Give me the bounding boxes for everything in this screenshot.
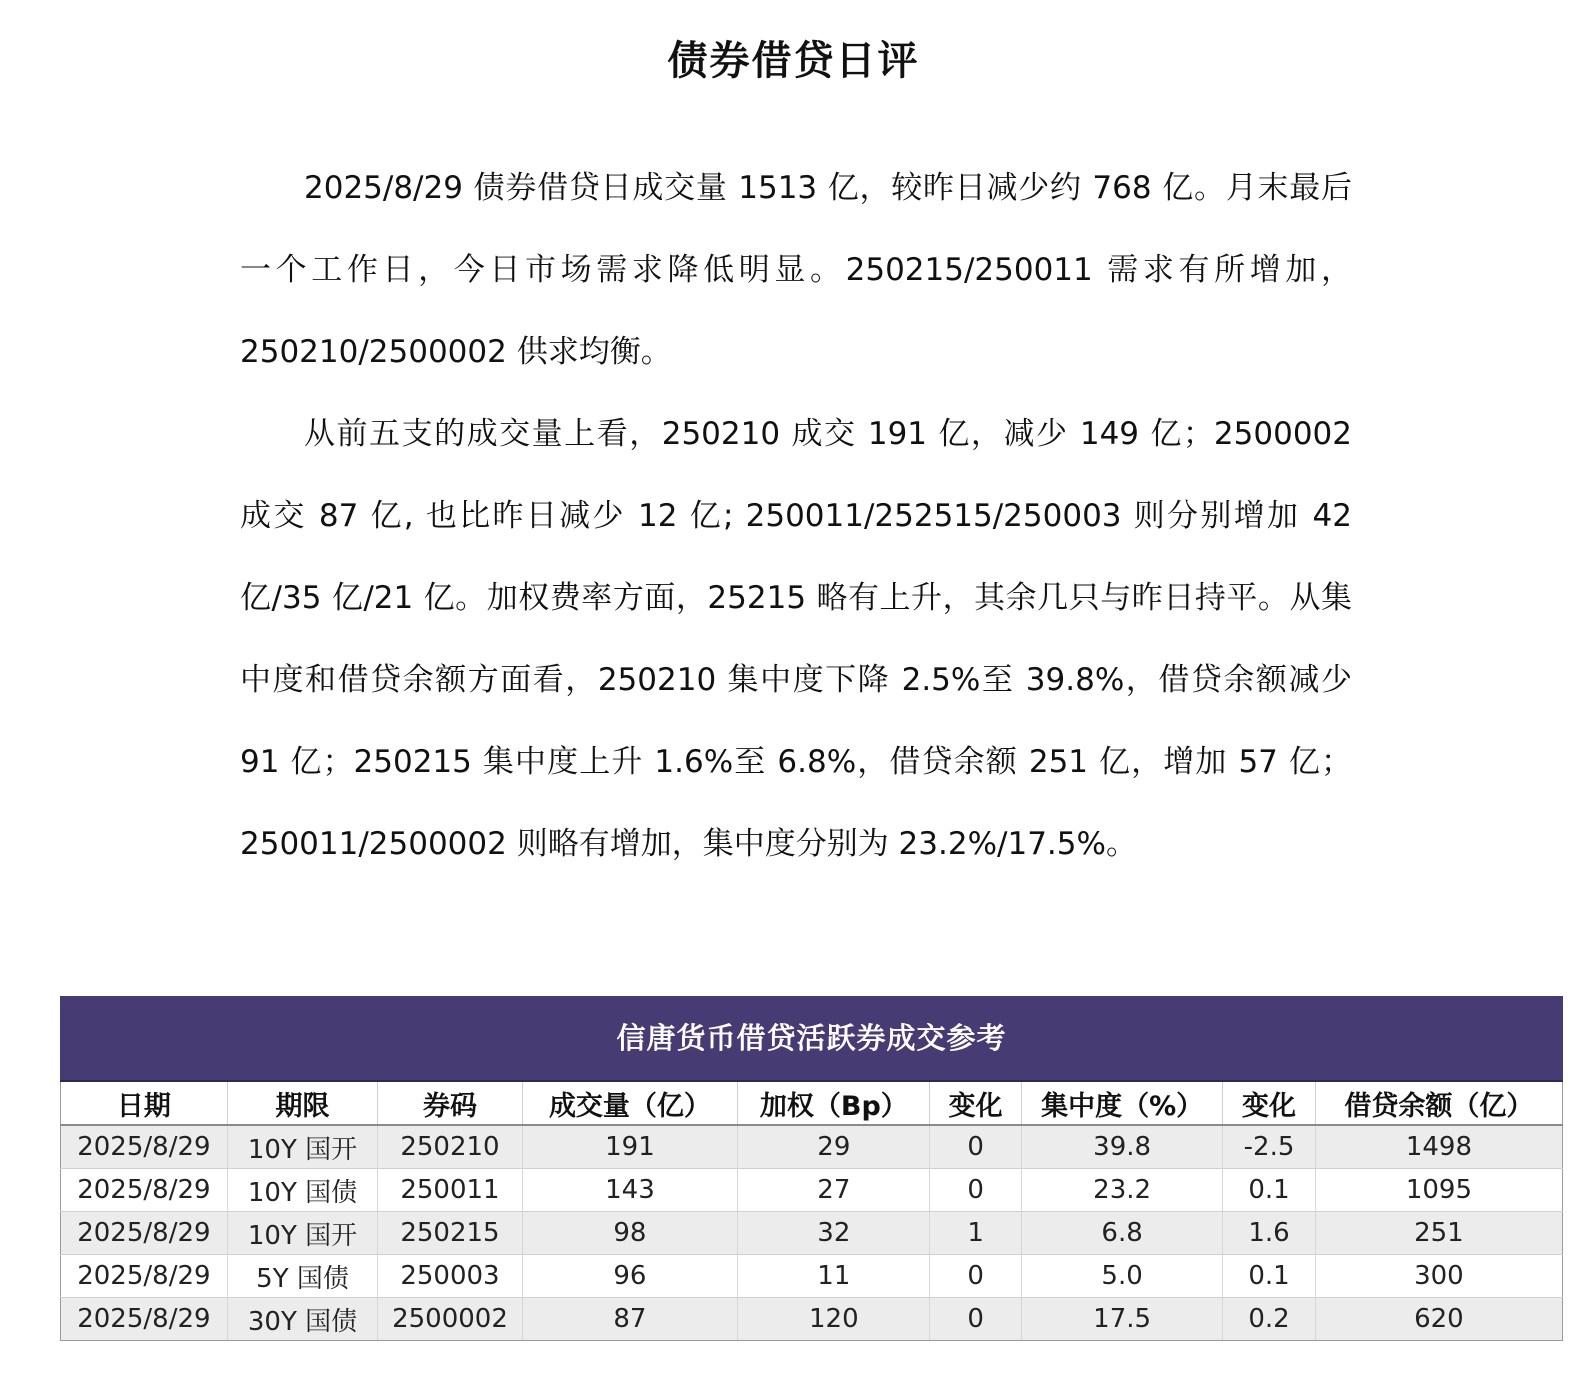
cell-lending-balance: 251 — [1315, 1212, 1562, 1255]
bonds-data-table — [60, 1082, 1563, 1341]
cell-concentration: 5.0 — [1021, 1255, 1222, 1298]
cell-concentration-change: 0.1 — [1223, 1255, 1316, 1298]
cell-volume: 143 — [522, 1169, 738, 1212]
cell-date: 2025/8/29 — [61, 1125, 228, 1169]
cell-rate-change: 0 — [930, 1255, 1022, 1298]
cell-bond-code: 250003 — [378, 1255, 522, 1298]
table-row — [61, 1125, 1563, 1169]
cell-concentration: 17.5 — [1021, 1298, 1222, 1341]
cell-date: 2025/8/29 — [61, 1298, 228, 1341]
column-header-rate-change: 变化 — [930, 1082, 1022, 1125]
column-header-volume: 成交量（亿） — [522, 1082, 738, 1125]
cell-bond-code: 250215 — [378, 1212, 522, 1255]
table-title: 信唐货币借贷活跃券成交参考 — [60, 996, 1563, 1082]
column-header-tenor: 期限 — [227, 1082, 378, 1125]
column-header-weighted-rate: 加权（Bp） — [738, 1082, 930, 1125]
cell-concentration-change: 0.2 — [1223, 1298, 1316, 1341]
cell-concentration-change: 0.1 — [1223, 1169, 1316, 1212]
cell-date: 2025/8/29 — [61, 1169, 228, 1212]
cell-rate-change: 0 — [930, 1298, 1022, 1341]
cell-weighted-rate: 32 — [738, 1212, 930, 1255]
table-header-row — [61, 1082, 1563, 1125]
column-header-lending-balance: 借贷余额（亿） — [1315, 1082, 1562, 1125]
cell-tenor: 5Y 国债 — [227, 1255, 378, 1298]
article-body — [240, 147, 1352, 885]
cell-concentration: 39.8 — [1021, 1125, 1222, 1169]
column-header-date: 日期 — [61, 1082, 228, 1125]
cell-bond-code: 250011 — [378, 1169, 522, 1212]
cell-weighted-rate: 29 — [738, 1125, 930, 1169]
table-row — [61, 1212, 1563, 1255]
cell-concentration: 6.8 — [1021, 1212, 1222, 1255]
cell-weighted-rate: 120 — [738, 1298, 930, 1341]
column-header-concentration-change: 变化 — [1223, 1082, 1316, 1125]
active-bonds-table — [60, 996, 1563, 1341]
cell-concentration-change: -2.5 — [1223, 1125, 1316, 1169]
column-header-concentration: 集中度（%） — [1021, 1082, 1222, 1125]
cell-volume: 98 — [522, 1212, 738, 1255]
table-row — [61, 1255, 1563, 1298]
cell-volume: 191 — [522, 1125, 738, 1169]
cell-lending-balance: 1095 — [1315, 1169, 1562, 1212]
cell-volume: 96 — [522, 1255, 738, 1298]
cell-weighted-rate: 27 — [738, 1169, 930, 1212]
cell-tenor: 10Y 国开 — [227, 1212, 378, 1255]
cell-rate-change: 0 — [930, 1125, 1022, 1169]
cell-tenor: 10Y 国开 — [227, 1125, 378, 1169]
cell-weighted-rate: 11 — [738, 1255, 930, 1298]
cell-concentration-change: 1.6 — [1223, 1212, 1316, 1255]
paragraph-summary: 2025/8/29 债券借贷日成交量 1513 亿，较昨日减少约 768 亿。月末最后一个工作日，今日市场需求降低明显。250215/250011 需求有所增加，250210/2500002 供求均衡。 — [240, 170, 1352, 370]
column-header-bond-code: 券码 — [378, 1082, 522, 1125]
cell-bond-code: 2500002 — [378, 1298, 522, 1341]
page-title: 债券借贷日评 — [667, 38, 920, 84]
paragraph-detail: 从前五支的成交量上看，250210 成交 191 亿，减少 149 亿；2500002 成交 87 亿, 也比昨日减少 12 亿; 250011/252515/250003 则分别增加 42 亿/35 亿/21 亿。加权费率方面，25215 略有上升，其余几只与昨日持平。从集中度和借贷余额方面看，250210 集中度下降 2.5%至 39.8%，借贷余额减少 91 亿；250215 集中度上升 1.6%至 6.8%，借贷余额 251 亿，增加 57 亿；250011/2500002 则略有增加，集中度分别为 23.2%/17.5%。 — [240, 416, 1352, 862]
cell-concentration: 23.2 — [1021, 1169, 1222, 1212]
cell-rate-change: 0 — [930, 1169, 1022, 1212]
table-row — [61, 1169, 1563, 1212]
cell-tenor: 30Y 国债 — [227, 1298, 378, 1341]
cell-volume: 87 — [522, 1298, 738, 1341]
cell-lending-balance: 620 — [1315, 1298, 1562, 1341]
cell-tenor: 10Y 国债 — [227, 1169, 378, 1212]
table-row — [61, 1298, 1563, 1341]
cell-date: 2025/8/29 — [61, 1212, 228, 1255]
cell-date: 2025/8/29 — [61, 1255, 228, 1298]
cell-lending-balance: 1498 — [1315, 1125, 1562, 1169]
cell-rate-change: 1 — [930, 1212, 1022, 1255]
cell-lending-balance: 300 — [1315, 1255, 1562, 1298]
cell-bond-code: 250210 — [378, 1125, 522, 1169]
